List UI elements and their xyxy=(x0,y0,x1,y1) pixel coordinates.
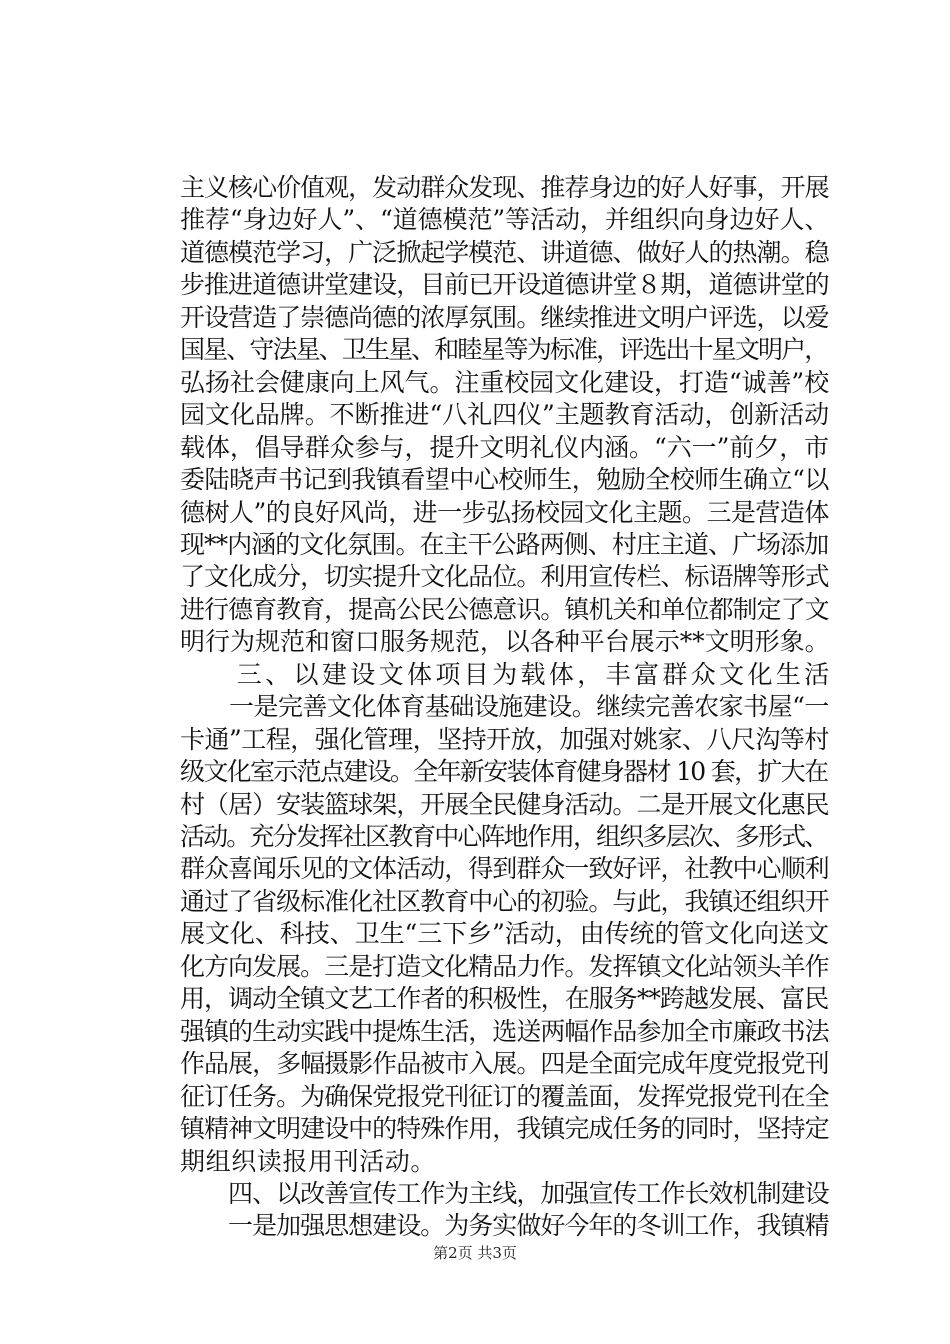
text-line: 开设营造了崇德尚德的浓厚氛围。继续推进文明户评选，以爱 xyxy=(180,302,829,332)
text-line: 推荐“身边好人”、“道德模范”等活动，并组织向身边好人、 xyxy=(180,205,830,235)
text-line: 镇精神文明建设中的特殊作用，我镇完成任务的同时，坚持定 xyxy=(180,1114,829,1144)
text-line: 步推进道德讲堂建设，目前已开设道德讲堂８期，道德讲堂的 xyxy=(180,270,829,300)
text-line: 一是加强思想建设。为务实做好今年的冬训工作，我镇精 xyxy=(180,1211,829,1241)
text-line: 道德模范学习，广泛掀起学模范、讲道德、做好人的热潮。稳 xyxy=(180,237,829,267)
text-line: 一是完善文化体育基础设施建设。继续完善农家书屋“一 xyxy=(180,692,829,722)
text-line: 展文化、科技、卫生“三下乡”活动，由传统的管文化向送文 xyxy=(180,919,830,949)
text-line: 征订任务。为确保党报党刊征订的覆盖面，发挥党报党刊在全 xyxy=(180,1081,829,1111)
text-line: 卡通”工程，强化管理，坚持开放，加强对姚家、八尺沟等村 xyxy=(180,724,829,754)
text-line: 委陆晓声书记到我镇看望中心校师生，勉励全校师生确立“以 xyxy=(180,465,829,495)
text-line: 载体，倡导群众参与，提升文明礼仪内涵。“六一”前夕，市 xyxy=(180,432,830,462)
text-line: 用，调动全镇文艺工作者的积极性，在服务**跨越发展、富民 xyxy=(180,984,829,1014)
text-line: 四、以改善宣传工作为主线，加强宣传工作长效机制建设 xyxy=(180,1178,829,1208)
text-line: 园文化品牌。不断推进“八礼四仪”主题教育活动，创新活动 xyxy=(180,400,830,430)
text-line: 主义核心价值观，发动群众发现、推荐身边的好人好事，开展 xyxy=(180,173,829,202)
text-line: 三、以建设文体项目为载体，丰富群众文化生活 xyxy=(180,659,833,689)
text-line: 期组织读报用刊活动。 xyxy=(180,1146,437,1176)
text-line: 明行为规范和窗口服务规范，以各种平台展示**文明形象。 xyxy=(180,627,830,657)
text-line: 化方向发展。三是打造文化精品力作。发挥镇文化站领头羊作 xyxy=(180,951,829,981)
text-line: 村（居）安装篮球架，开展全民健身活动。二是开展文化惠民 xyxy=(180,789,829,819)
page-footer: 第2页 共3页 xyxy=(433,1244,517,1262)
text-line: 进行德育教育，提高公民公德意识。镇机关和单位都制定了文 xyxy=(180,594,829,624)
text-line: 活动。充分发挥社区教育中心阵地作用，组织多层次、多形式、 xyxy=(180,822,828,851)
text-line: 通过了省级标准化社区教育中心的初验。与此，我镇还组织开 xyxy=(180,886,829,916)
text-line: 作品展，多幅摄影作品被市入展。四是全面完成年度党报党刊 xyxy=(180,1049,829,1079)
text-line: 级文化室示范点建设。全年新安装体育健身器材 10 套，扩大在 xyxy=(180,757,828,787)
text-line: 国星、守法星、卫生星、和睦星等为标准，评选出十星文明户， xyxy=(180,335,828,365)
text-line: 弘扬社会健康向上风气。注重校园文化建设，打造“诚善”校 xyxy=(180,367,830,397)
text-line: 群众喜闻乐见的文体活动，得到群众一致好评，社教中心顺利 xyxy=(180,854,829,884)
text-line: 强镇的生动实践中提炼生活，选送两幅作品参加全市廉政书法 xyxy=(180,1016,829,1046)
text-line: 德树人”的良好风尚，进一步弘扬校园文化主题。三是营造体 xyxy=(180,497,829,527)
text-line: 了文化成分，切实提升文化品位。利用宣传栏、标语牌等形式 xyxy=(180,562,829,592)
text-line: 现**内涵的文化氛围。在主干公路两侧、村庄主道、广场添加 xyxy=(180,529,829,559)
